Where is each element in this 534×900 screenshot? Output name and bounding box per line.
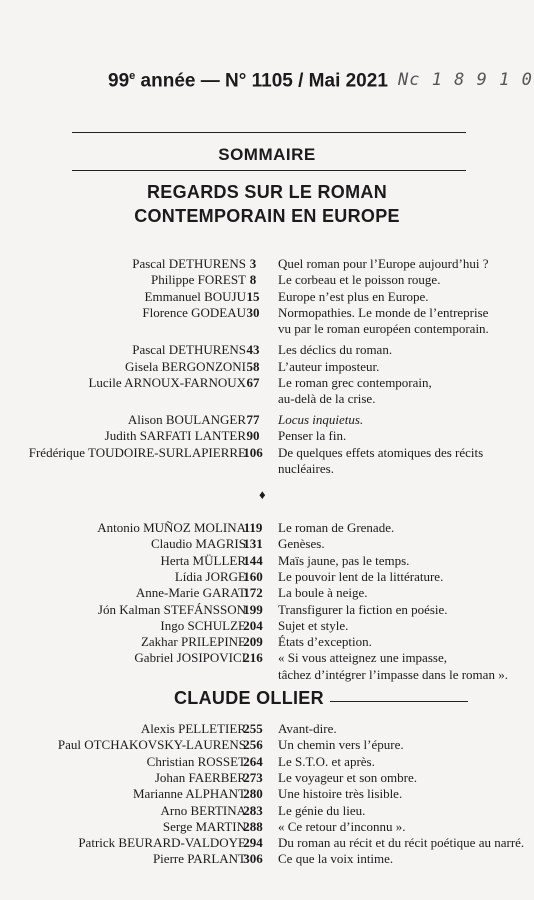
toc-row — [0, 342, 534, 358]
toc-row — [0, 305, 534, 321]
rule-ollier — [330, 701, 468, 702]
toc-article-title: Le pouvoir lent de la littérature. — [278, 568, 444, 584]
toc-row — [0, 721, 534, 737]
toc-author: Claudio MAGRIS — [151, 536, 246, 552]
toc-page-number: 3 — [249, 256, 257, 271]
toc-author: Johan FAERBER — [154, 769, 246, 785]
toc-article-title: Le roman de Grenade. — [278, 520, 395, 535]
toc-author: Christian ROSSET — [146, 753, 246, 769]
section-title-ollier: CLAUDE OLLIER — [174, 688, 324, 708]
toc-page-number: 90 — [246, 428, 260, 444]
toc-row — [0, 667, 534, 683]
toc-author: Herta MÜLLER — [160, 552, 246, 568]
toc-page-number: 58 — [246, 358, 260, 374]
toc-article-title: De quelques effets atomiques des récits — [278, 444, 484, 460]
issue-date: année — N° 1105 / Mai 2021 — [135, 70, 388, 92]
toc-row — [0, 359, 534, 375]
toc-row — [0, 375, 534, 391]
toc-row — [0, 461, 534, 477]
toc-row — [0, 786, 534, 802]
toc-row — [0, 754, 534, 770]
toc-row — [0, 634, 534, 650]
toc-page-number: 256 — [243, 737, 263, 753]
toc-author: Gabriel JOSIPOVICI — [134, 650, 246, 666]
toc-page-number: 131 — [243, 536, 263, 552]
toc-row — [0, 602, 534, 618]
toc-row — [0, 770, 534, 786]
toc-page-number: 77 — [246, 412, 260, 428]
toc-page-number: 306 — [243, 851, 263, 867]
toc-row — [0, 585, 534, 601]
toc-article-title: au-delà de la crise. — [278, 391, 376, 407]
toc-article-title: Europe n’est plus en Europe. — [278, 288, 429, 304]
toc-author: Frédérique TOUDOIRE-SURLAPIERRE — [28, 444, 246, 460]
toc-page-number: 8 — [249, 272, 257, 288]
toc-row — [0, 650, 534, 666]
toc-page-number: 216 — [243, 650, 263, 666]
toc-page-number: 119 — [243, 520, 263, 535]
toc-article-title: Le roman grec contemporain, — [278, 374, 432, 390]
toc-article-title: Avant-dire. — [278, 721, 337, 736]
toc-article-title: Locus inquietus. — [278, 412, 364, 428]
toc-row — [0, 321, 534, 337]
toc-author: Ingo SCHULZE — [160, 617, 246, 633]
toc-author: Arno BERTINA — [160, 802, 246, 818]
toc-page-number: 43 — [246, 342, 260, 358]
toc-article-title: Le S.T.O. et après. — [278, 753, 375, 769]
toc-page-number: 255 — [243, 721, 263, 736]
toc-author: Pascal DETHURENS — [132, 256, 246, 271]
toc-row — [0, 553, 534, 569]
toc-author: Gisela BERGONZONI — [125, 358, 246, 374]
toc-author: Anne-Marie GARAT — [135, 585, 246, 601]
toc-row — [0, 289, 534, 305]
toc-row — [0, 618, 534, 634]
toc-author: Paul OTCHAKOVSKY-LAURENS — [57, 737, 246, 753]
toc-page-number: 30 — [246, 304, 260, 320]
toc-page-number: 288 — [243, 818, 263, 834]
toc-page-number: 144 — [243, 552, 263, 568]
toc-article-title: États d’exception. — [278, 634, 372, 650]
toc-author: Pascal DETHURENS — [132, 342, 246, 358]
toc-article-title: vu par le roman européen contemporain. — [278, 321, 489, 337]
toc-article-title: Le voyageur et son ombre. — [278, 769, 417, 785]
handwritten-note: Nc 1 8 9 1 0 — [398, 70, 533, 90]
toc-article-title: Un chemin vers l’épure. — [278, 737, 404, 753]
toc-article-title: Genèses. — [278, 536, 325, 552]
toc-page-number: 283 — [243, 802, 263, 818]
toc-page-number: 199 — [243, 601, 263, 617]
section-title-line2: CONTEMPORAIN EN EUROPE — [134, 206, 400, 226]
toc-author: Lucile ARNOUX-FARNOUX — [88, 374, 246, 390]
toc-page-number: 273 — [243, 769, 263, 785]
toc-author: Lídia JORGE — [174, 568, 246, 584]
toc-page-number: 160 — [243, 568, 263, 584]
toc-page-number: 264 — [243, 753, 263, 769]
sommaire-heading: SOMMAIRE — [218, 145, 316, 164]
toc-article-title: « Ce retour d’inconnu ». — [278, 818, 406, 834]
toc-row — [0, 445, 534, 461]
toc-row — [0, 851, 534, 867]
toc-row — [0, 520, 534, 536]
toc-article-title: La boule à neige. — [278, 585, 368, 601]
toc-article-title: Normopathies. Le monde de l’entreprise — [278, 304, 489, 320]
toc-page-number: 204 — [243, 617, 263, 633]
toc-row — [0, 536, 534, 552]
toc-page-number: 280 — [243, 786, 263, 802]
toc-page-number: 294 — [243, 835, 263, 851]
toc-author: Judith SARFATI LANTER — [104, 428, 246, 444]
toc-author: Philippe FOREST — [151, 272, 246, 288]
toc-article-title: Du roman au récit et du récit poétique au narré. — [278, 835, 525, 851]
toc-author: Alexis PELLETIER — [140, 721, 246, 736]
toc-article-title: « Si vous atteignez une impasse, — [278, 650, 447, 666]
toc-row — [0, 391, 534, 407]
toc-article-title: Transfigurer la fiction en poésie. — [278, 601, 448, 617]
toc-author: Alison BOULANGER — [127, 412, 246, 428]
toc-article-title: nucléaires. — [278, 461, 334, 476]
rule-under-sommaire — [72, 170, 466, 171]
toc-row — [0, 256, 534, 272]
toc-page-number: 15 — [246, 288, 260, 304]
toc-author: Antonio MUÑOZ MOLINA — [97, 520, 246, 535]
section-title-regards — [0, 180, 534, 228]
toc-article-title: Ce que la voix intime. — [278, 851, 394, 867]
toc-page-number: 106 — [243, 444, 263, 460]
toc-row — [0, 412, 534, 428]
toc-row — [0, 272, 534, 288]
toc-author: Zakhar PRILEPINE — [140, 634, 246, 650]
toc-article-title: Penser la fin. — [278, 428, 347, 444]
toc-author: Florence GODEAU — [142, 304, 246, 320]
toc-author: Emmanuel BOUJU — [144, 288, 246, 304]
toc-row — [0, 428, 534, 444]
section-title-line1: REGARDS SUR LE ROMAN — [146, 182, 387, 202]
toc-row — [0, 569, 534, 585]
toc-article-title: Le génie du lieu. — [278, 802, 366, 818]
toc-article-title: Quel roman pour l’Europe aujourd’hui ? — [278, 256, 489, 271]
toc-article-title: Les déclics du roman. — [278, 342, 393, 358]
toc-row — [0, 803, 534, 819]
toc-article-title: L’auteur imposteur. — [278, 358, 380, 374]
toc-article-title: tâchez d’intégrer l’impasse dans le roman ». — [278, 666, 508, 682]
toc-author: Jón Kalman STEFÁNSSON — [97, 601, 246, 617]
diamond-separator: ♦ — [259, 487, 266, 502]
toc-page-number: 172 — [243, 585, 263, 601]
issue-number: 99 — [108, 70, 130, 92]
rule-top — [72, 132, 466, 133]
toc-article-title: Maïs jaune, pas le temps. — [278, 552, 410, 568]
toc-author: Serge MARTIN — [162, 818, 246, 834]
toc-page-number: 209 — [243, 634, 263, 650]
toc-row — [0, 819, 534, 835]
issue-sup: e — [129, 70, 136, 82]
toc-article-title: Une histoire très lisible. — [278, 786, 403, 802]
toc-author: Patrick BEURARD-VALDOYE — [78, 835, 246, 851]
toc-author: Marianne ALPHANT — [132, 786, 246, 802]
toc-row — [0, 835, 534, 851]
toc-article-title: Le corbeau et le poisson rouge. — [278, 272, 441, 288]
toc-author: Pierre PARLANT — [152, 851, 246, 867]
toc-article-title: Sujet et style. — [278, 617, 349, 633]
toc-row — [0, 737, 534, 753]
toc-page-number: 67 — [246, 374, 260, 390]
